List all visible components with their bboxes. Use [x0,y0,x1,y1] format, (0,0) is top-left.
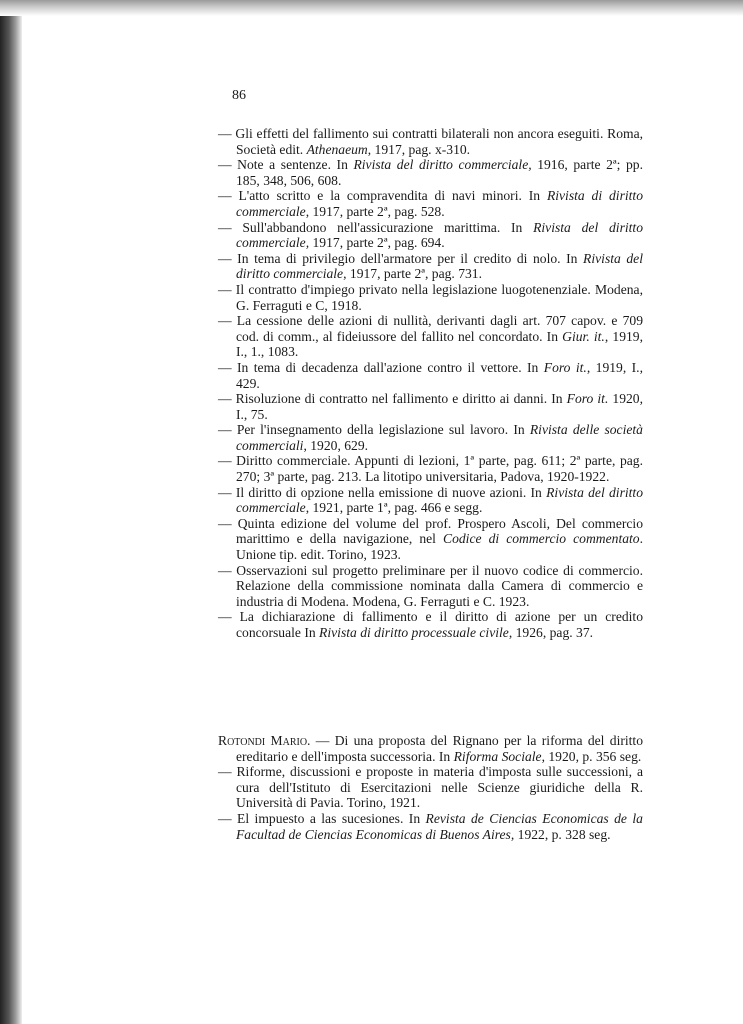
entry-text: — In tema di decadenza dall'azione contro il vettore. In [218,359,544,375]
entry-text: — L'atto scritto e la compravendita di navi minori. In [218,188,547,204]
author-name: Rotondi Mario. [218,733,311,748]
bibliography-entry [218,282,643,313]
bibliography-entry [218,126,643,157]
bibliography-section [218,126,643,641]
entry-text: — Gli effetti del fallimento sui contratti bilaterali non ancora eseguiti. Roma, Società edit. [218,126,643,157]
entry-text: — Note a sentenze. In [218,157,354,173]
bibliography-entry [218,422,643,453]
entry-text: — La dichiarazione di fallimento e il diritto di azione per un credito concorsuale In [218,609,643,640]
entry-title-italic: Riforma Sociale [453,748,542,764]
bibliography-entry [218,811,643,842]
entry-title-italic: Giur. it. [562,328,605,344]
entry-title-italic: Rivista del diritto commerciale [236,484,643,516]
entry-text: — Quinta edizione del volume del prof. Prospero Ascoli, Del commercio marittimo e della navigazione, nel [218,515,643,547]
entry-text: — Il contratto d'impiego privato nella legislazione luogotenenziale. Modena, G. Ferraguti e C, 1918. [218,281,643,313]
entry-title-italic: Foro it. [543,359,587,375]
entry-title-italic: Rivista del diritto commerciale, [236,219,643,251]
entry-text: — Risoluzione di contratto nel fallimento e diritto ai danni. In [218,391,567,407]
entry-title-italic: Rivista di diritto processuale civile [319,625,509,640]
bibliography-entry [218,485,643,516]
entry-text: — El impuesto a las sucesiones. In [218,810,426,826]
scan-top-edge [0,0,743,16]
entry-text: — In tema di privilegio dell'armatore per il credito di nolo. In [218,250,584,266]
entry-text: , 1919, I., 429. [236,359,643,391]
entry-title-italic: Rivista delle società commerciali [236,422,643,453]
bibliography-entry [218,391,643,422]
entry-text: 1917, parte 2ª, pag. 694. [309,235,445,251]
entry-text: , 1917, parte 2ª, pag. 731. [343,266,482,282]
entry-text: — Per l'insegnamento della legislazione sul lavoro. In [218,422,530,438]
entry-text: , 1917, pag. x-310. [367,141,471,157]
entry-text: . Unione tip. edit. Torino, 1923. [236,531,643,563]
entry-text: — La cessione delle azioni di nullità, derivanti dagli art. 707 capov. e 709 cod. di comm., al fideiussore del fallito nel concordato. In [218,313,643,344]
bibliography-entry [218,733,643,764]
bibliography-entry [218,188,643,219]
entry-text: — Di una proposta del Rignano per la riforma del diritto ereditario e dell'imposta successoria. In [236,733,644,764]
entry-text: — Osservazioni sul progetto preliminare per il nuovo codice di commercio. Relazione della commissione nominata dalla Camera di commercio e industria di Modena. Modena, G. Ferraguti e C. 1923. [218,562,643,609]
entry-text: — Riforme, discussioni e proposte in materia d'imposta sulle successioni, a cura dell'Istituto di Esercitazioni nelle Scienze giuridiche della R. Università di Pavia. Torino, 1921. [218,764,643,811]
bibliography-entry [218,251,643,282]
entry-text: — Sull'abbandono nell'assicurazione marittima. In [218,219,534,235]
entry-text: , 1920, 629. [303,437,369,453]
bibliography-entry [218,157,643,188]
bibliography-entry [218,360,643,391]
bibliography-entry [218,453,643,484]
entry-text: , 1926, pag. 37. [508,625,594,640]
entry-title-italic: Athenaeum [306,141,368,157]
entry-title-italic: Rivista di diritto commerciale [236,188,643,219]
bibliography-entry [218,313,643,360]
entry-text: 1922, p. 328 seg. [514,826,611,842]
entry-text: 1920, I., 75. [236,391,643,422]
bibliography-entry [218,516,643,563]
bibliography-entry [218,563,643,610]
entry-text: — Diritto commerciale. Appunti di lezioni, 1ª parte, pag. 611; 2ª parte, pag. 270; 3ª parte, pag. 213. La litotipo universitaria, Padova, 1920-1922. [218,453,643,485]
entry-title-italic: Codice di commercio commentato [443,531,640,547]
page-number: 86 [232,88,246,103]
bibliography-section-rotondi [218,733,643,842]
entry-text: , 1920, p. 356 seg. [541,748,642,764]
entry-text: , 1917, parte 2ª, pag. 528. [305,203,445,219]
scan-left-edge [0,0,22,1024]
bibliography-entry [218,764,643,811]
bibliography-entry [218,220,643,251]
entry-title-italic: Foro it. [566,391,609,407]
entry-text: , 1921, parte 1ª, pag. 466 e segg. [305,500,483,516]
entry-title-italic: Rivista del diritto commerciale, [353,157,532,173]
entry-title-italic: Revista de Ciencias Economicas de la Facultad de Ciencias Economicas di Buenos Aires, [236,810,643,842]
entry-text: — Il diritto di opzione nella emissione di nuove azioni. In [218,484,547,500]
entry-text: 1916, parte 2ª; pp. 185, 348, 506, 608. [236,157,644,188]
bibliography-entry [218,609,643,640]
entry-text: , 1919, I., 1., 1083. [236,328,643,360]
entry-title-italic: Rivista del diritto commerciale [236,250,643,282]
